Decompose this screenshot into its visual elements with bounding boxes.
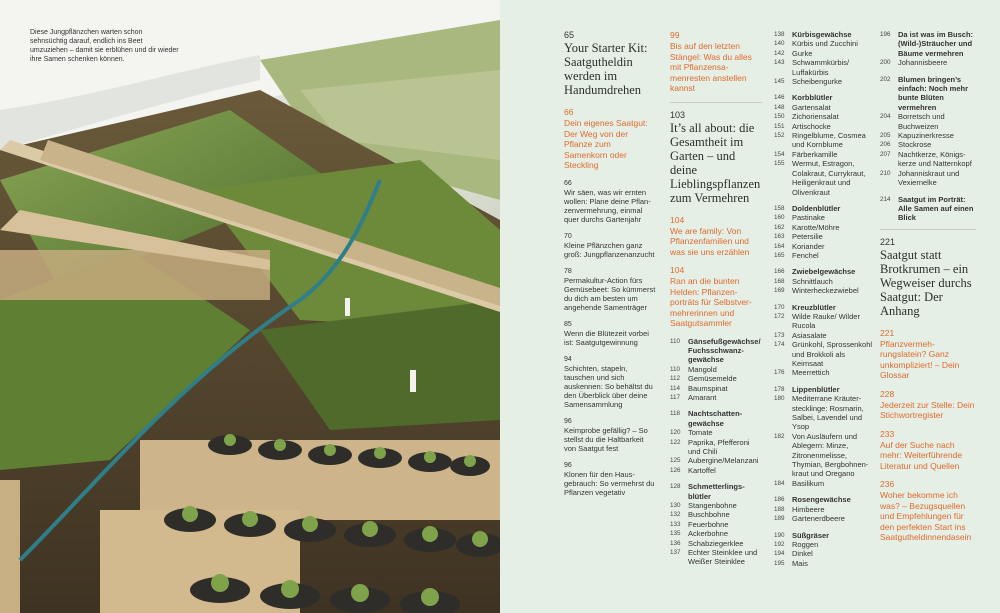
page-number: 200 [880, 59, 891, 67]
page-number: 110 [670, 337, 681, 345]
group-spacer [774, 197, 874, 204]
plant-name: Schwammkürbis/ Luffakürbis [792, 58, 850, 77]
entry-title: Permakultur-Action fürs Gemüsebeet: So kümmerst du dich am besten um angehende Samenträger [564, 275, 656, 312]
plant-entry[interactable] [774, 505, 874, 514]
plant-name: Baumspinat [688, 383, 728, 393]
plant-name: Rosengewächse [792, 495, 851, 505]
plant-name: Lippenblütler [792, 384, 840, 394]
plant-name: Gemüsemelde [688, 374, 737, 384]
plant-name: Winterheckezwiebel [792, 286, 859, 296]
page-number: 182 [774, 432, 785, 440]
page-number: 126 [670, 466, 681, 474]
divider [670, 102, 762, 103]
plant-entry[interactable] [774, 150, 874, 159]
page-number: 104 [670, 214, 685, 225]
plant-name: Mais [792, 558, 808, 568]
page-number: 192 [774, 540, 785, 548]
page-number: 221 [880, 236, 896, 247]
page-number: 130 [670, 502, 681, 509]
plant-family-list [880, 30, 976, 223]
plant-entry[interactable] [670, 510, 762, 519]
plant-name: Schmetterlingsblütler [688, 482, 745, 501]
plant-name: Buschbohne [688, 510, 730, 520]
plant-name: Fenchel [792, 250, 819, 260]
plant-name: Süßgräser [792, 530, 830, 540]
plant-entry[interactable] [774, 131, 874, 150]
page-number: 195 [774, 559, 785, 567]
plant-name: Zichoriensalat [792, 112, 839, 122]
toc-column-4 [880, 30, 976, 551]
page-number: 174 [774, 341, 785, 349]
page-number: 166 [774, 268, 785, 276]
plant-name: Petersilie [792, 232, 823, 242]
plant-entry[interactable] [670, 548, 762, 567]
page-number: 214 [880, 195, 891, 203]
plant-entry[interactable] [774, 368, 874, 377]
toc-entry[interactable] [564, 267, 656, 312]
page-number: 120 [670, 429, 681, 437]
plant-name: Ackerbohne [688, 529, 729, 539]
plant-name: Ringelblume, Cosmea und Kornblume [792, 131, 866, 150]
page-number: 135 [670, 530, 681, 538]
plant-family-heading[interactable] [774, 531, 874, 540]
page-number: 204 [880, 113, 891, 121]
plant-name: Färberkamille [792, 149, 838, 159]
page-number: 137 [670, 549, 681, 557]
plant-family-heading[interactable] [774, 30, 874, 39]
plant-entry[interactable] [670, 539, 762, 548]
plant-family-heading[interactable] [880, 75, 976, 113]
plant-family-heading[interactable] [774, 303, 874, 312]
plant-name: Karotte/Möhre [792, 222, 840, 232]
table-of-contents [500, 0, 1000, 613]
toc-entry[interactable] [564, 232, 656, 259]
toc-entry[interactable] [564, 355, 656, 409]
plant-name: Stangenbohne [688, 501, 737, 510]
plant-entry[interactable] [880, 150, 976, 169]
plant-name: Doldenblütler [792, 203, 841, 213]
plant-entry[interactable] [774, 159, 874, 197]
plant-name: Basilikum [792, 478, 825, 488]
plant-entry[interactable] [774, 39, 874, 48]
plant-name: Johanniskraut und Vexiernelke [898, 168, 960, 188]
page-number: 236 [880, 479, 895, 490]
page-number: 65 [564, 30, 575, 40]
plant-entry[interactable] [774, 242, 874, 251]
plant-entry[interactable] [774, 432, 874, 479]
plant-name: Echter Steinklee und Weißer Steinklee [688, 548, 758, 567]
plant-name: Gänsefußgewächse/ Fuchsschwanzgewächse [688, 336, 761, 365]
plant-name: Stockrose [898, 140, 932, 150]
section-title[interactable]: Jederzeit zur Stelle: Dein Stichwortregister [880, 399, 975, 421]
plant-family-heading[interactable] [880, 195, 976, 223]
page-number: 112 [670, 375, 681, 383]
plant-entry[interactable] [774, 286, 874, 295]
section-title[interactable]: Ran an die bunten Helden: Pflanzenporträts für Selbstvermehrerinnen und Saatgutsammler [670, 276, 752, 328]
group-spacer [774, 260, 874, 267]
section-title[interactable]: Auf der Suche nach mehr: Weiterführende Literatur und Quellen [880, 439, 963, 471]
plant-entry[interactable] [670, 384, 762, 393]
plant-name: Kürbis und Zucchini [792, 39, 858, 49]
page-number: 117 [670, 393, 681, 401]
page-number: 180 [774, 395, 785, 403]
page-number: 165 [774, 251, 785, 259]
plant-entry[interactable] [774, 251, 874, 260]
plant-name: Gartenerdbeere [792, 514, 845, 524]
plant-entry[interactable] [670, 529, 762, 538]
page-number: 143 [774, 59, 785, 67]
entry-title: Wenn die Blütezeit vorbei ist: Saatgutgewinnung [564, 328, 649, 347]
plant-family-heading[interactable] [670, 409, 762, 428]
plant-name: Kürbisgewächse [792, 30, 852, 39]
page-number: 146 [774, 94, 785, 102]
page-number: 150 [774, 113, 785, 121]
page-number: 122 [670, 438, 681, 446]
chapter-title[interactable]: Your Starter Kit: Saatgutheldin werden im Handumdrehen [564, 41, 648, 97]
plant-entry[interactable] [774, 340, 874, 368]
page-number: 194 [774, 550, 785, 558]
plant-name: Johannisbeere [898, 58, 948, 68]
plant-name: Koriander [792, 241, 825, 251]
plant-name: Scheibengurke [792, 77, 843, 87]
page-number: 170 [774, 303, 785, 311]
plant-family-heading[interactable] [774, 93, 874, 102]
page-number: 160 [774, 214, 785, 222]
page-number: 154 [774, 150, 785, 158]
plant-family-list [774, 30, 874, 568]
page-number: 186 [774, 496, 785, 504]
plant-entry[interactable] [774, 277, 874, 286]
page-number: 188 [774, 505, 785, 513]
page-number: 104 [670, 265, 685, 275]
plant-name: Asiasalate [792, 330, 827, 340]
plant-entry[interactable] [774, 122, 874, 131]
plant-name: Schnittlauch [792, 276, 833, 286]
page-number: 145 [774, 78, 785, 86]
page-number: 190 [774, 531, 785, 539]
page-number: 96 [564, 461, 572, 469]
page-number: 207 [880, 150, 891, 158]
plant-name: Zwiebelgewächse [792, 267, 856, 277]
page-number: 155 [774, 160, 785, 168]
plant-entry[interactable] [670, 393, 762, 402]
plant-entry[interactable] [880, 169, 976, 188]
section-title[interactable]: Bis auf den letzten Stängel: Was du alles mit Pflanzensamenresten anstellen kannst [670, 41, 752, 93]
plant-entry[interactable] [774, 559, 874, 568]
divider [880, 229, 976, 230]
group-spacer [774, 378, 874, 385]
page-number: 196 [880, 31, 891, 38]
plant-entry[interactable] [774, 77, 874, 86]
toc-column-3 [774, 30, 874, 568]
plant-entry[interactable] [774, 540, 874, 549]
plant-entry[interactable] [670, 374, 762, 383]
page-number: 189 [774, 515, 785, 523]
plant-entry[interactable] [774, 514, 874, 523]
plant-name: Dinkel [792, 549, 813, 559]
plant-entry[interactable] [670, 501, 762, 510]
plant-entry[interactable] [774, 232, 874, 241]
plant-name: Saatgut im Porträt: Alle Samen auf einen Blick [898, 194, 974, 223]
plant-name: Feuerbohne [688, 519, 729, 529]
group-spacer [670, 402, 762, 409]
group-spacer [774, 86, 874, 93]
plant-entry[interactable] [774, 394, 874, 432]
plant-family-heading[interactable] [774, 385, 874, 394]
plant-name: Gurke [792, 48, 813, 58]
page-number: 206 [880, 141, 891, 149]
toc-entry[interactable] [564, 417, 656, 453]
page-number: 148 [774, 103, 785, 111]
page-number: 228 [880, 388, 895, 399]
plant-entry[interactable] [670, 438, 762, 457]
section-title[interactable]: Pflanzvermehrungslatein? Ganz unkompliziert! – Dein Glossar [880, 338, 960, 381]
plant-name: Tomate [688, 428, 713, 438]
plant-name: Gartensalat [792, 102, 831, 112]
plant-entry[interactable] [880, 140, 976, 149]
page-number: 176 [774, 369, 785, 377]
entry-title: Klonen für den Hausgebrauch: So vermehrst du Pflanzen vegetativ [564, 469, 655, 497]
plant-name: Nachtkerze, Königskerze und Natternkopf [898, 149, 972, 169]
page-number: 163 [774, 233, 785, 241]
plant-name: Von Ausläufern und Ablegern: Minze, Zitronenmelisse, Thymian, Bergbohnenkraut und Oregano [792, 431, 869, 479]
page-number: 110 [670, 365, 681, 373]
plant-entry[interactable] [774, 479, 874, 488]
plant-entry[interactable] [880, 131, 976, 140]
plant-name: Kapuzinerkresse [898, 131, 954, 141]
page-number: 178 [774, 385, 785, 393]
page-number: 66 [564, 107, 574, 117]
section-title[interactable]: Dein eigenes Saatgut: Der Weg von der Pflanze zum Samenkorn oder Steckling [564, 118, 648, 170]
page-number: 162 [774, 223, 785, 231]
plant-entry[interactable] [774, 103, 874, 112]
group-spacer [774, 488, 874, 495]
entry-title: Keimprobe gefällig? – So stellst du die Haltbarkeit von Saatgut fest [564, 425, 648, 453]
page-number: 140 [774, 40, 785, 48]
plant-entry[interactable] [670, 520, 762, 529]
page-number: 99 [670, 30, 680, 40]
plant-entry[interactable] [774, 213, 874, 222]
plant-name: Blumen bringen’s einfach: Noch mehr bunte Blüten vermehren [898, 74, 969, 112]
plant-name: Kreuzblütler [792, 302, 836, 312]
plant-entry[interactable] [774, 331, 874, 340]
page-number: 164 [774, 242, 785, 250]
page-number: 94 [564, 355, 572, 363]
plant-name: Wermut, Estragon, Colakraut, Currykraut, Heiligenkraut und Olivenkraut [792, 159, 866, 197]
plant-name: Mediterrane Kräuterstecklinge: Rosmarin, Salbei, Lavendel und Ysop [792, 394, 864, 432]
plant-family-heading[interactable] [880, 30, 976, 58]
page-number: 152 [774, 132, 785, 140]
plant-entry[interactable] [670, 428, 762, 437]
page-number: 202 [880, 75, 891, 83]
page-number: 168 [774, 277, 785, 285]
entry-title: Wir säen, was wir ernten wollen: Plane deine Pflanzenvermehrung, einmal quer durchs Gartenjahr [564, 187, 651, 224]
plant-entry[interactable] [774, 312, 874, 331]
page-number: 210 [880, 169, 891, 177]
plant-name: Grünkohl, Sprossenkohl und Brokkoli als Keimsaat [792, 340, 873, 368]
group-spacer [880, 68, 976, 75]
page-number: 78 [564, 267, 572, 275]
page-number: 136 [670, 539, 681, 547]
toc-entry[interactable] [564, 461, 656, 497]
chapter-title[interactable]: It’s all about: die Gesamtheit im Garten – und deine Lieblingspflanzen zum Vermehren [670, 120, 761, 205]
plant-name: Korbblütler [792, 93, 833, 103]
page-number: 142 [774, 49, 785, 57]
page-number: 125 [670, 457, 681, 465]
plant-entry[interactable] [880, 58, 976, 67]
plant-name: Da ist was im Busch: (Wild-)Sträucher und Bäume vermehren [898, 30, 974, 58]
plant-family-heading[interactable] [774, 204, 874, 213]
page-number: 205 [880, 132, 891, 140]
page-number: 118 [670, 410, 681, 418]
page-number: 85 [564, 320, 572, 328]
toc-entry[interactable] [564, 179, 656, 224]
page-number: 184 [774, 479, 785, 487]
plant-name: Wilde Rauke/ Wilder Rucola [792, 311, 860, 331]
page-number: 132 [670, 511, 681, 519]
plant-entry[interactable] [774, 223, 874, 232]
group-spacer [774, 524, 874, 531]
plant-entry[interactable] [774, 112, 874, 121]
plant-name: Amarant [688, 392, 717, 402]
page-number: 172 [774, 312, 785, 320]
toc-column-2 [670, 30, 762, 567]
plant-name: Kartoffel [688, 465, 716, 475]
group-spacer [774, 296, 874, 303]
plant-name: Roggen [792, 539, 819, 549]
entry-title: Schichten, stapeln, tauschen und sich auskennen: So behältst du den Überblick über deine Samensammlung [564, 363, 653, 409]
plant-name: Artischocke [792, 121, 831, 131]
toc-item-list [564, 179, 656, 497]
page-number: 221 [880, 327, 895, 338]
plant-entry[interactable] [774, 49, 874, 58]
plant-name: Pastinake [792, 213, 825, 223]
page-number: 128 [670, 483, 681, 491]
group-spacer [880, 188, 976, 195]
plant-name: Aubergine/Melanzani [688, 456, 759, 466]
page-number: 233 [880, 428, 895, 439]
page-number: 158 [774, 204, 785, 212]
page-number: 169 [774, 287, 785, 295]
page-number: 138 [774, 31, 785, 38]
entry-title: Kleine Pflänzchen ganz groß: Jungpflanzenanzucht [564, 240, 655, 259]
plant-name: Paprika, Pfefferoni und Chili [688, 437, 750, 456]
plant-entry[interactable] [670, 466, 762, 475]
page-number: 66 [564, 179, 572, 187]
plant-entry[interactable] [880, 112, 976, 131]
plant-name: Mangold [688, 364, 717, 374]
plant-entry[interactable] [670, 365, 762, 374]
section-title[interactable]: We are family: Von Pflanzenfamilien und was sie uns erzählen [670, 225, 750, 257]
plant-name: Schabziegerklee [688, 538, 744, 548]
page-number: 133 [670, 520, 681, 528]
chapter-title[interactable]: Saatgut statt Brotkrumen – ein Wegweiser durchs Saatgut: Der Anhang [880, 247, 972, 318]
plant-entry[interactable] [670, 456, 762, 465]
toc-entry[interactable] [564, 320, 656, 347]
plant-name: Himbeere [792, 504, 825, 514]
plant-name: Nachtschattengewächse [688, 409, 743, 428]
plant-name: Borretsch und Buchweizen [898, 112, 945, 131]
plant-family-heading[interactable] [670, 337, 762, 365]
plant-family-heading[interactable] [774, 495, 874, 504]
page-number: 173 [774, 331, 785, 339]
plant-entry[interactable] [774, 549, 874, 558]
plant-name: Meerrettich [792, 368, 830, 378]
page-number: 151 [774, 122, 785, 130]
page-number: 103 [670, 109, 686, 120]
plant-family-heading[interactable] [774, 267, 874, 276]
group-spacer [670, 475, 762, 482]
toc-column-1 [564, 30, 656, 505]
plant-family-list [670, 337, 762, 567]
page-number: 96 [564, 417, 572, 425]
photo-caption: Diese Jungpflänzchen warten schon sehnsüchtig darauf, endlich ins Beet umzuziehen – damit sie erblühen und dir wieder ihre Samen schenken können. [30, 29, 179, 63]
section-title[interactable]: Woher bekomme ich was? – Bezugsquellen und Empfehlungen für den perfekten Start ins Saatgutheldinnendasein [880, 490, 972, 543]
plant-family-heading[interactable] [670, 482, 762, 501]
plant-entry[interactable] [774, 58, 874, 77]
page-number: 70 [564, 232, 572, 240]
page-number: 114 [670, 384, 681, 392]
